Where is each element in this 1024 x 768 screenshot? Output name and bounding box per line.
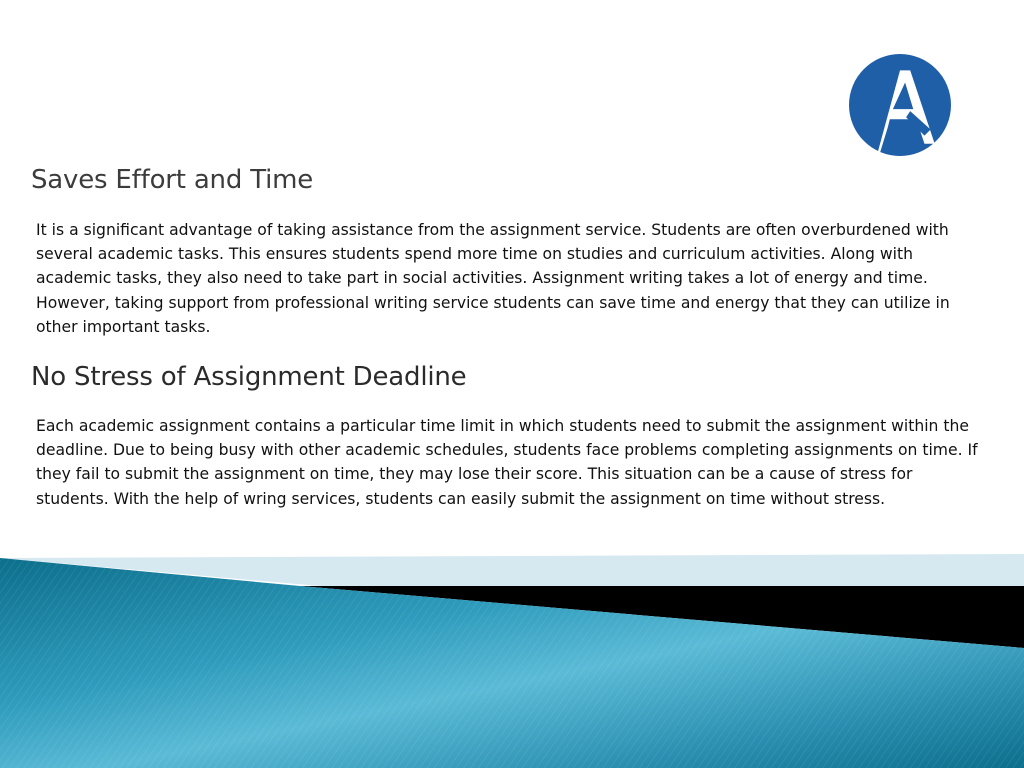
decorative-footer-band xyxy=(0,540,1024,768)
section-body-saves-effort: It is a significant advantage of taking assistance from the assignment service. Students are often overburdened with several academic tasks. This ensures students spend more time on studies and curriculum activities. Along with academic tasks, they also need to take part in social activities. Assignment writing takes a lot of energy and time. However, taking support from professional writing service students can save time and energy that they can utilize in other important tasks. xyxy=(36,221,950,336)
section-heading-saves-effort: Saves Effort and Time xyxy=(31,165,314,195)
section-heading-no-stress: No Stress of Assignment Deadline xyxy=(31,362,467,392)
section-body-no-stress: Each academic assignment contains a particular time limit in which students need to submit the assignment within the deadline. Due to being busy with other academic schedules, students face problems completing assignments on time. If they fail to submit the assignment on time, they may lose their score. This situation can be a cause of stress for students. With the help of wring services, students can easily submit the assignment on time without stress. xyxy=(36,417,978,508)
pen-letter-a-logo-icon xyxy=(849,54,951,156)
